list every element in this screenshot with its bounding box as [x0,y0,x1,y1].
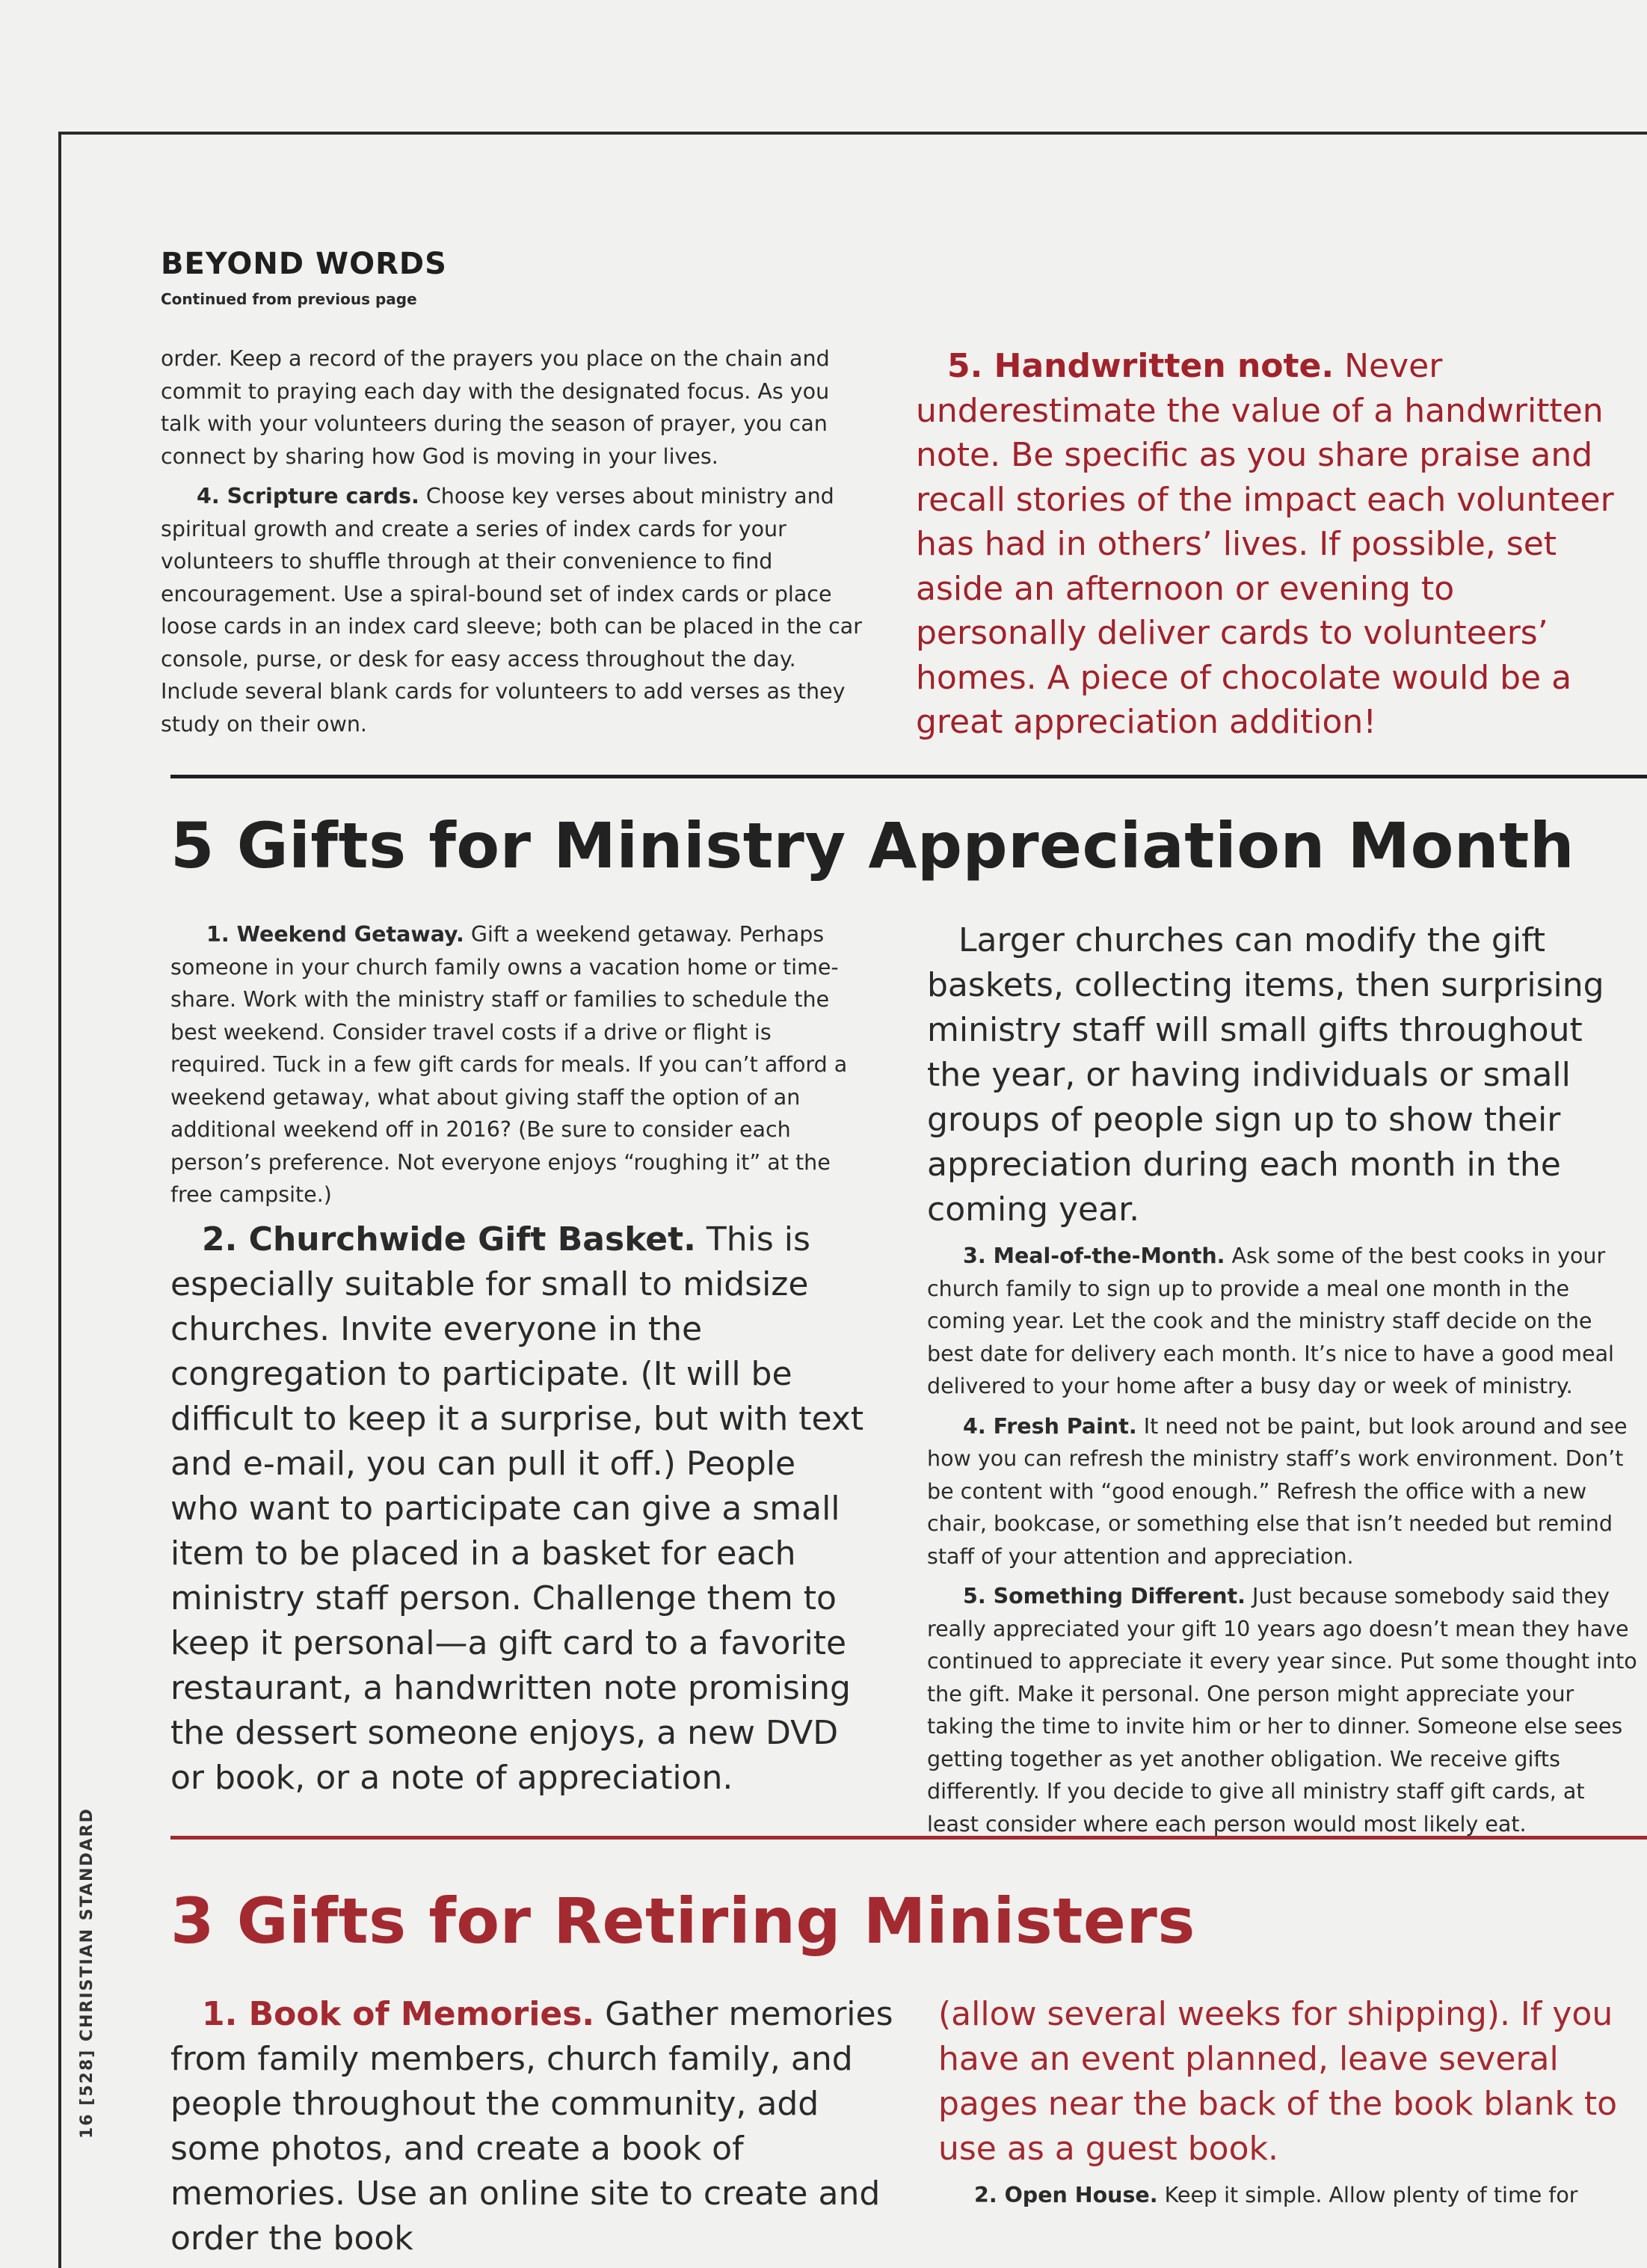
gift-basket-text: This is especially suitable for small to midsize churches. Invite everyone in the congregation to participate. (It will be difficult to keep it a surprise, but with text and e-mail, you can pull it off.) People who want to participate can give a small item to be placed in a basket for each ministry staff person. Challenge them to keep it personal—a gift card to a favorite restaurant, a handwritten note promising the dessert someone enjoys, a new DVD or book, or a note of appreciation. [170,1220,864,1797]
something-different-paragraph [927,1580,1637,1840]
frame-left-rule [58,132,61,2268]
open-house-text: Keep it simple. Allow plenty of time for [1157,2183,1578,2207]
ministry-section-heading: 5 Gifts for Ministry Appreciation Month [170,809,1575,882]
scripture-cards-text: Choose key verses about ministry and spiritual growth and create a series of index cards for your volunteers to shuffle through at their convenience to find encouragement. Use a spiral-bound set of index cards or place loose cards in an index card sleeve; both can be placed in the car console, purse, or desk for easy access throughout the day. Include several blank cards for volunteers to add verses as they study on their own. [161,484,862,737]
page-folio: 16 [528] CHRISTIAN STANDARD [78,1807,96,2139]
top-right-column [916,344,1634,745]
book-of-memories-title: 1. Book of Memories. [202,1995,595,2033]
ministry-right-column [927,918,1637,1840]
something-different-text: Just because somebody said they really appreciated your gift 10 years ago doesn’t mean they have continued to appreciate it every year since. Put some thought into the gift. Make it personal. One person might appreciate your taking the time to invite him or her to dinner. Someone else sees getting together as yet another obligation. We receive gifts differently. If you decide to give all ministry staff gift cards, at least consider where each person would most likely eat. [927,1584,1637,1837]
gift-basket-paragraph [170,1217,873,1801]
top-left-column [161,342,871,740]
open-house-paragraph [938,2179,1641,2212]
section-kicker: BEYOND WORDS [161,247,447,281]
section-divider [170,775,1647,778]
book-of-memories-text: Gather memories from family members, church family, and people throughout the community, add some photos, and create a book of memories. Use an online site to create and order the book [170,1995,893,2258]
open-house-title: 2. Open House. [974,2183,1158,2207]
handwritten-note-paragraph [916,344,1634,745]
handwritten-note-title: 5. Handwritten note. [947,347,1334,385]
retiring-section-divider [170,1836,1647,1840]
gift-basket-title: 2. Churchwide Gift Basket. [202,1220,696,1259]
weekend-getaway-title: 1. Weekend Getaway. [206,922,464,947]
scripture-cards-paragraph [161,480,871,740]
retiring-left-column [170,1992,903,2261]
handwritten-note-text: Never underestimate the value of a handwritten note. Be specific as you share praise and recall stories of the impact each volunteer has had in others’ lives. If possible, set aside an afternoon or evening to personally deliver cards to volunteers’ homes. A piece of chocolate would be a great appreciation addition! [916,347,1614,741]
meal-of-month-title: 3. Meal-of-the-Month. [963,1244,1225,1268]
retiring-section-heading: 3 Gifts for Retiring Ministers [170,1884,1195,1958]
weekend-getaway-paragraph [170,918,873,1211]
meal-of-month-text: Ask some of the best cooks in your church family to sign up to provide a meal one month in the coming year. Let the cook and the ministry staff decide on the best date for delivery each month. It’s nice to have a good meal delivered to your home after a busy day or week of ministry. [927,1244,1614,1398]
frame-top-rule [58,132,1647,135]
fresh-paint-title: 4. Fresh Paint. [963,1413,1137,1439]
ministry-left-column [170,918,873,1801]
fresh-paint-text: It need not be paint, but look around and see how you can refresh the ministry staff’s work environment. Don’t be content with “good enough.” Refresh the office with a new chair, bookcase, or something else that isn’t needed but remind staff of your attention and appreciation. [927,1413,1628,1569]
retiring-right-column [938,1992,1641,2212]
fresh-paint-paragraph [927,1410,1637,1573]
prayer-paragraph: order. Keep a record of the prayers you place on the chain and commit to praying each day with the designated focus. As you talk with your volunteers during the season of prayer, you can connect by sharing how God is moving in your lives. [161,346,830,469]
book-of-memories-paragraph [170,1992,903,2261]
weekend-getaway-text: Gift a weekend getaway. Perhaps someone in your church family owns a vacation home or time-share. Work with the ministry staff or families to schedule the best weekend. Consider travel costs if a drive or flight is required. Tuck in a few gift cards for meals. If you can’t afford a weekend getaway, what about giving staff the option of an additional weekend off in 2016? (Be sure to consider each person’s preference. Not everyone enjoys “roughing it” at the free campsite.) [170,922,848,1207]
larger-churches-paragraph: Larger churches can modify the gift baskets, collecting items, then surprising ministry staff will small gifts throughout the year, or having individuals or small groups of people sign up to show their appreciation during each month in the coming year. [927,921,1604,1229]
continued-note: Continued from previous page [161,290,417,308]
shipping-paragraph: (allow several weeks for shipping). If you have an event planned, leave several pages near the back of the book blank to use as a guest book. [938,1995,1618,2168]
meal-of-month-paragraph [927,1240,1637,1403]
something-different-title: 5. Something Different. [963,1584,1246,1608]
scripture-cards-title: 4. Scripture cards. [197,484,419,508]
